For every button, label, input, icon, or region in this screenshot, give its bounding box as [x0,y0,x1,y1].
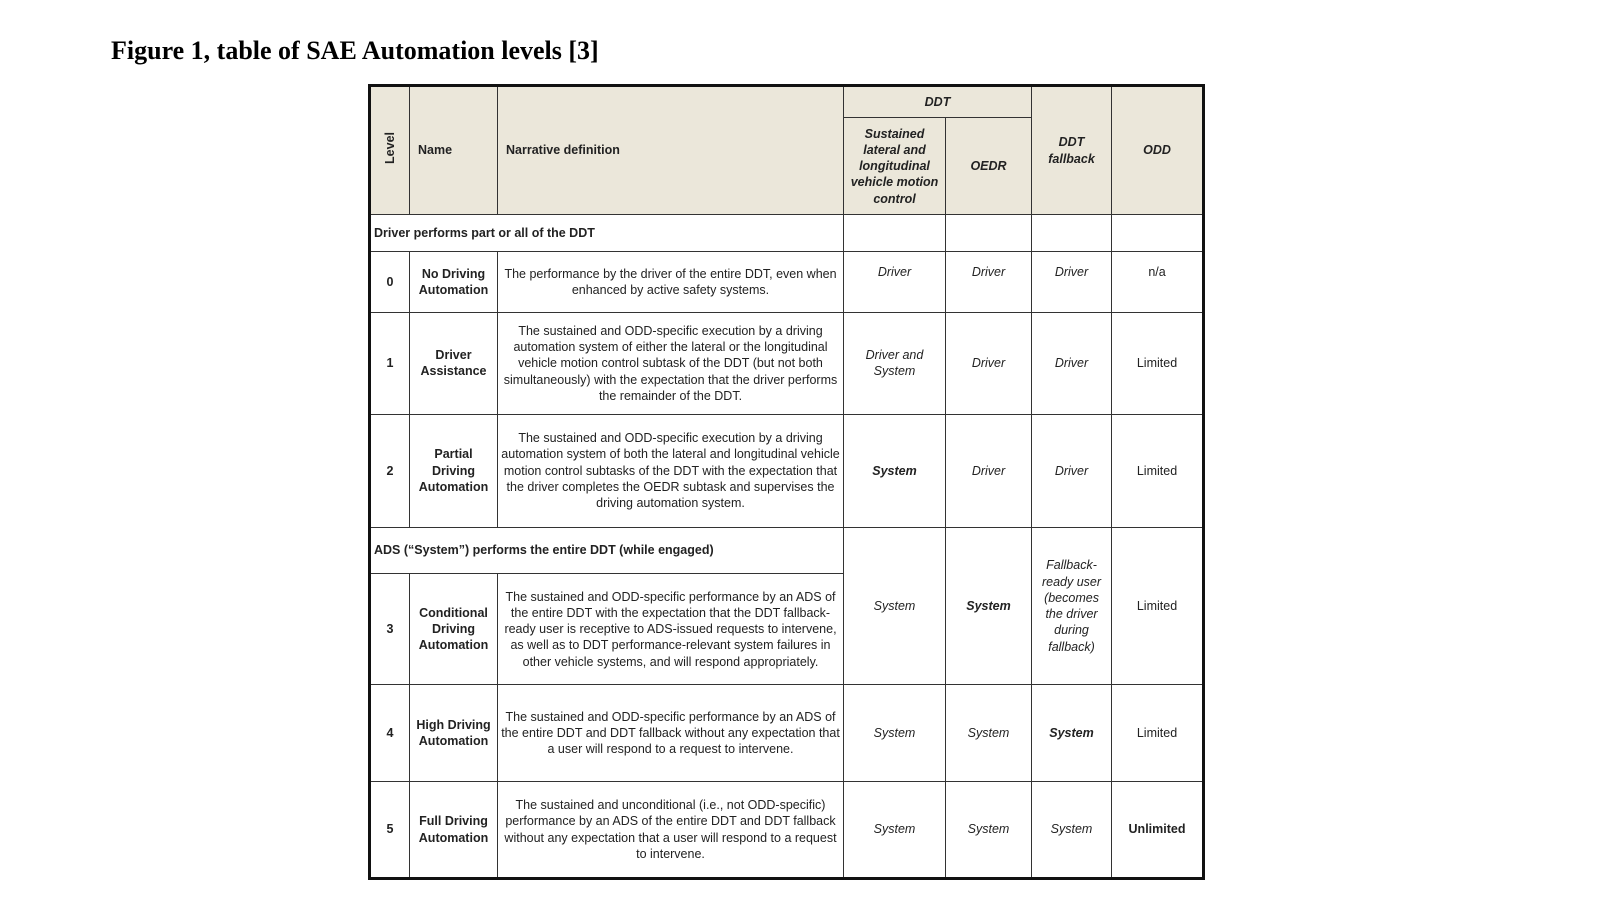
header-sustained: Sustained lateral and longitudinal vehicle motion control [844,118,946,215]
cell-odd: n/a [1112,252,1204,313]
cell-oedr: Driver [946,312,1032,414]
table-row [370,414,1204,527]
header-narrative: Narrative definition [498,86,844,215]
cell-sustained: System [844,782,946,879]
cell-oedr: System [946,782,1032,879]
level-number: 3 [370,574,410,685]
level-name: Full Driving Automation [410,782,498,879]
cell-fallback: Driver [1032,252,1112,313]
figure-caption: Figure 1, table of SAE Automation levels [3] [111,36,599,65]
header-ddt: DDT [844,86,1032,118]
level-definition: The performance by the driver of the entire DDT, even when enhanced by active safety systems. [498,252,844,313]
cell-oedr: Driver [946,252,1032,313]
level-definition: The sustained and ODD-specific execution by a driving automation system of both the lateral and longitudinal vehicle motion control subtasks of the DDT with the expectation that the driver completes the OEDR subtask and supervises the driving automation system. [498,414,844,527]
level-name: Driver Assistance [410,312,498,414]
level-number: 4 [370,685,410,782]
level-definition: The sustained and ODD-specific performance by an ADS of the entire DDT and DDT fallback without any expectation that a user will respond to a request to intervene. [498,685,844,782]
level-name: Conditional Driving Automation [410,574,498,685]
cell-oedr: System [946,685,1032,782]
table-row [370,252,1204,313]
cell-sustained: Driver and System [844,312,946,414]
level-number: 0 [370,252,410,313]
level-number: 1 [370,312,410,414]
table-row [370,782,1204,879]
header-level: Level [370,86,410,215]
cell-odd: Limited [1112,685,1204,782]
section-driver: Driver performs part or all of the DDT [370,215,844,252]
cell-fallback: Driver [1032,312,1112,414]
table-row [370,685,1204,782]
cell-sustained: System [844,527,946,684]
cell-fallback: System [1032,782,1112,879]
level-name: High Driving Automation [410,685,498,782]
cell-odd: Limited [1112,527,1204,684]
level-name: Partial Driving Automation [410,414,498,527]
cell-sustained: System [844,685,946,782]
header-name: Name [410,86,498,215]
cell-sustained: System [844,414,946,527]
cell-oedr: Driver [946,414,1032,527]
level-definition: The sustained and unconditional (i.e., not ODD-specific) performance by an ADS of the entire DDT and DDT fallback without any expectation that a user will respond to a request to intervene. [498,782,844,879]
cell-odd: Limited [1112,414,1204,527]
table-row [370,312,1204,414]
level-definition: The sustained and ODD-specific performance by an ADS of the entire DDT with the expectation that the DDT fallback-ready user is receptive to ADS-issued requests to intervene, as well as to DDT performance-relevant system failures in other vehicle systems, and will respond appropriately. [498,574,844,685]
level-number: 2 [370,414,410,527]
cell-odd: Unlimited [1112,782,1204,879]
cell-fallback: Fallback-ready user (becomes the driver during fallback) [1032,527,1112,684]
sae-levels-table [368,84,1205,880]
header-oedr: OEDR [946,118,1032,215]
cell-fallback: Driver [1032,414,1112,527]
section-ads: ADS (“System”) performs the entire DDT (while engaged) [370,527,844,573]
level-name: No Driving Automation [410,252,498,313]
header-odd: ODD [1112,86,1204,215]
level-number: 5 [370,782,410,879]
cell-oedr: System [946,527,1032,684]
level-definition: The sustained and ODD-specific execution by a driving automation system of either the lateral or the longitudinal vehicle motion control subtask of the DDT (but not both simultaneously) with the expectation that the driver performs the remainder of the DDT. [498,312,844,414]
header-fallback: DDT fallback [1032,86,1112,215]
cell-sustained: Driver [844,252,946,313]
cell-odd: Limited [1112,312,1204,414]
cell-fallback: System [1032,685,1112,782]
